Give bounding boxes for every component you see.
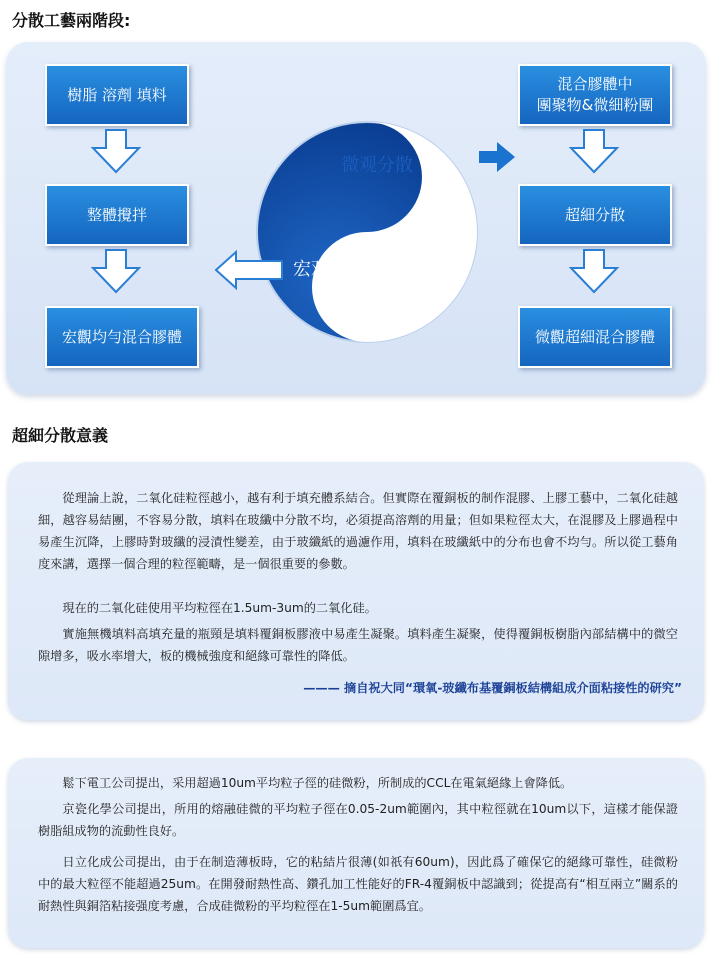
micro-dispersion-label: 微观分散 <box>341 155 413 176</box>
step-agglomerates <box>518 64 672 126</box>
step-label: 微觀超細混合膠體 <box>534 327 655 346</box>
step-label: 樹脂 溶劑 填料 <box>67 85 167 104</box>
section-title-ultrafine-meaning: 超細分散意義 <box>12 426 109 445</box>
paragraph: 日立化成公司提出，由于在制造薄板時，它的粘結片很薄(如祇有60um)，因此爲了確保它的絕緣可靠性，硅微粉中的最大粒徑不能超過25um。在開發耐熱性高、鑽孔加工性能好的FR-4覆銅板中認識到；從提高有“相互兩立”關系的耐熱性與銅箔粘接强度考慮，合成硅微粉的平均粒徑在1-5um範圍爲宜。 <box>38 855 678 913</box>
paragraph: 從理論上說，二氧化硅粒徑越小，越有利于填充體系結合。但實際在覆銅板的制作混膠、上膠工藝中，二氧化硅越細，越容易結團，不容易分散，填料在玻纖中分散不均，必須提高溶劑的用量；但如果粒徑太大，在混膠及上膠過程中易產生沉降，上膠時對玻纖的浸漬性變差，由于玻纖紙的過濾作用，填料在玻纖紙中的分布也會不均勻。所以從工藝角度來講，選擇一個合理的粒徑範疇，是一個很重要的參數。 <box>38 491 678 571</box>
paragraph: 現在的二氧化硅使用平均粒徑在1.5um-3um的二氧化硅。 <box>62 601 377 615</box>
macro-dispersion-label: 宏观分散 <box>293 259 365 280</box>
text-panel-industry <box>8 758 704 948</box>
step-label-line1: 混合膠體中 <box>557 75 633 93</box>
paragraph: 鬆下電工公司提出，采用超過10um平均粒子徑的硅微粉，所制成的CCL在電氣絕緣上會降低。 <box>62 776 573 790</box>
paragraph: 實施無機填料高填充量的瓶頸是填料覆銅板膠液中易產生凝聚。填料產生凝聚，使得覆銅板樹脂內部結構中的微空隙增多，吸水率增大，板的機械強度和絕緣可靠性的降低。 <box>38 627 678 663</box>
paragraph: 京瓷化學公司提出，所用的熔融硅微的平均粒子徑在0.05-2um範圍內，其中粒徑就在10um以下，這樣才能保證樹脂組成物的流動性良好。 <box>38 802 678 838</box>
arrow-down-icon <box>568 248 620 294</box>
arrow-left-icon <box>214 250 284 290</box>
arrow-down-icon <box>90 248 142 294</box>
arrow-down-icon <box>90 128 142 174</box>
step-resin-solvent-filler <box>45 64 189 126</box>
arrow-right-icon <box>479 142 515 172</box>
arrow-down-icon <box>568 128 620 174</box>
dispersion-diagram <box>6 42 706 394</box>
step-ultrafine-dispersion <box>518 184 672 246</box>
citation: ——— 摘自祝大同“環氧-玻纖布基覆銅板結構組成介面粘接性的研究” <box>303 681 682 695</box>
step-macro-uniform-colloid <box>45 306 199 368</box>
text-panel-theory <box>8 462 704 720</box>
step-label-line2: 團聚物&微細粉團 <box>536 96 654 114</box>
step-label: 整體攪拌 <box>86 205 147 224</box>
section-title-dispersion-stages: 分散工藝兩階段: <box>12 11 131 30</box>
step-overall-mixing <box>45 184 189 246</box>
step-label: 超細分散 <box>564 205 625 224</box>
step-label: 宏觀均勻混合膠體 <box>61 327 182 346</box>
step-micro-ultrafine-colloid <box>518 306 672 368</box>
